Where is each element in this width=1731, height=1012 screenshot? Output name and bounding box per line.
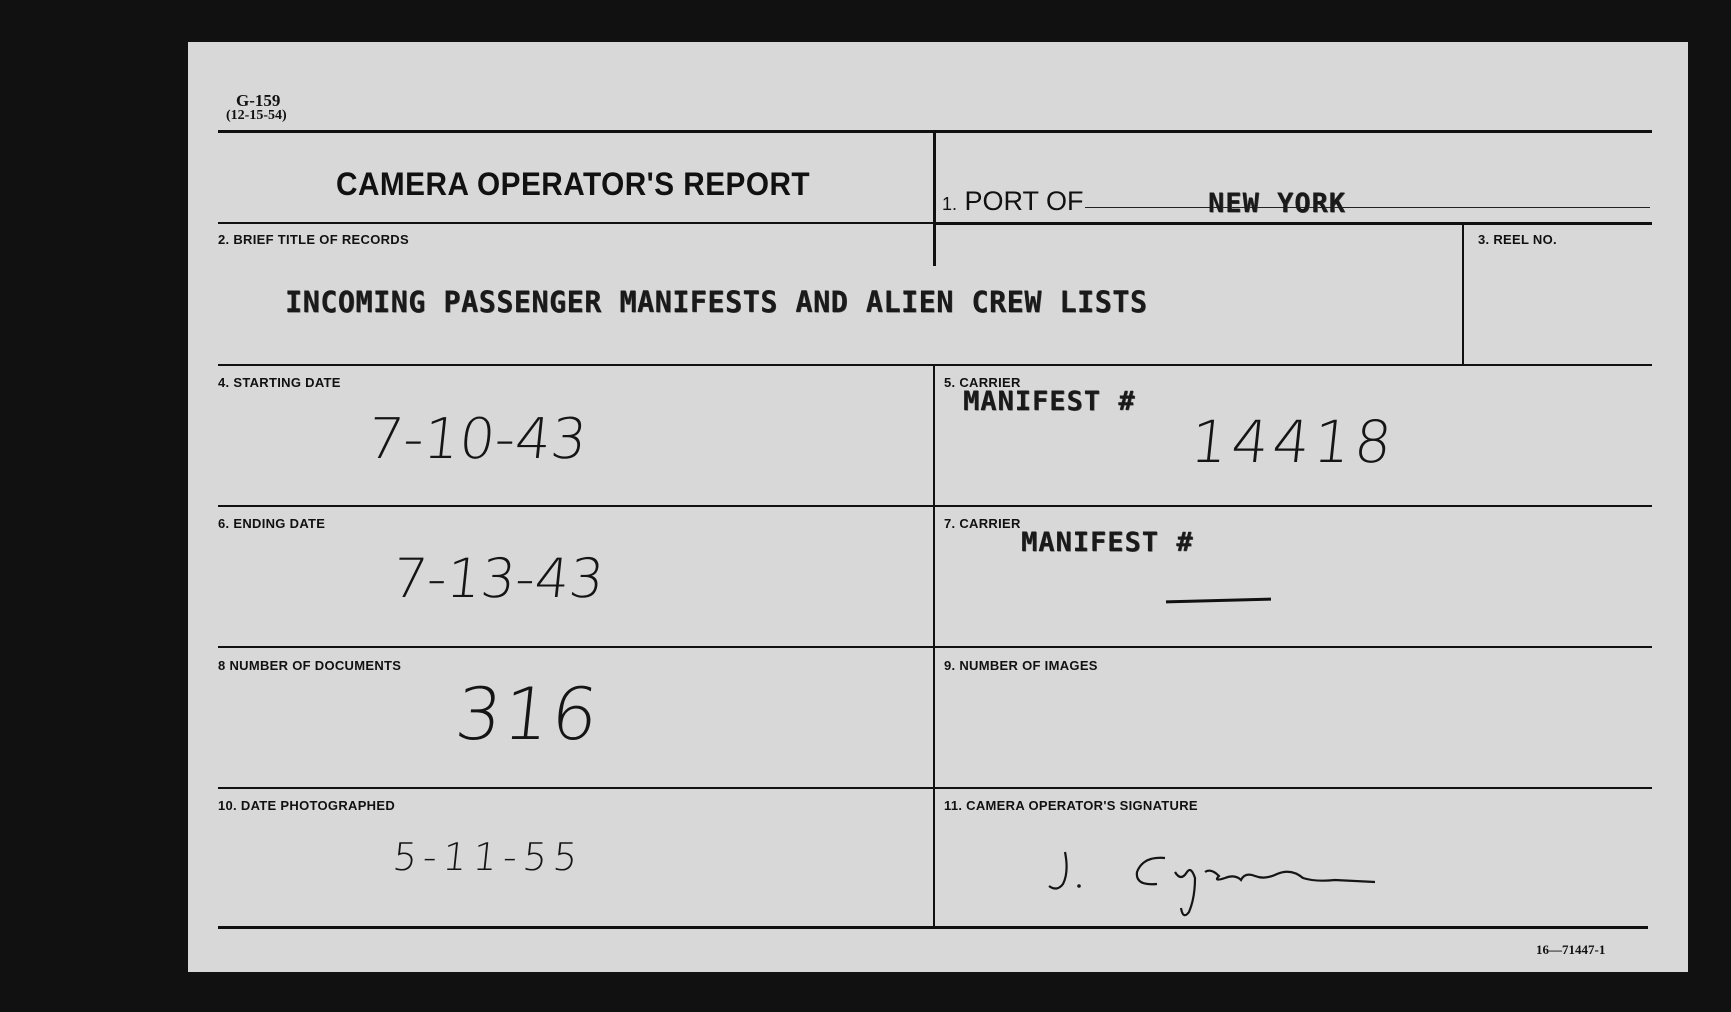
reel-divider	[1462, 224, 1464, 364]
port-bottom-rule	[935, 222, 1652, 225]
port-label-text: PORT OF	[964, 186, 1084, 216]
port-value: NEW YORK	[1208, 188, 1347, 219]
port-fill-line	[1085, 207, 1650, 208]
date-photographed-label: 10. DATE PHOTOGRAPHED	[218, 798, 396, 813]
header-divider	[933, 130, 936, 266]
num-images-label: 9. NUMBER OF IMAGES	[944, 658, 1098, 673]
carrier-end-manifest-label: MANIFEST #	[1021, 527, 1194, 558]
ending-date-value: 7-13-43	[389, 547, 608, 610]
form-reference-number: 16—71447-1	[1536, 942, 1606, 957]
carrier-start-value: 14418	[1187, 408, 1400, 476]
starting-date-label: 4. STARTING DATE	[218, 375, 341, 390]
carrier-end-label: 7. CARRIER	[944, 516, 1021, 531]
num-documents-value: 316	[451, 672, 604, 756]
port-number: 1.	[942, 194, 958, 214]
row3-bottom-rule	[218, 787, 1652, 789]
carrier-end-dash	[1166, 598, 1271, 604]
report-card	[188, 42, 1688, 972]
ending-date-label: 6. ENDING DATE	[218, 516, 326, 531]
carrier-start-label: 5. CARRIER	[944, 375, 1021, 390]
row2-bottom-rule	[218, 646, 1652, 648]
reel-no-label: 3. REEL NO.	[1478, 232, 1557, 247]
form-number-block	[226, 91, 287, 123]
date-photographed-value: 5-11-55	[390, 835, 586, 879]
bottom-rule	[218, 926, 1648, 929]
report-title: CAMERA OPERATOR'S REPORT	[336, 166, 811, 202]
header-bottom-rule	[218, 222, 934, 224]
form-code: G-159	[236, 91, 281, 110]
num-documents-label: 8 NUMBER OF DOCUMENTS	[218, 658, 402, 673]
carrier-start-manifest-label: MANIFEST #	[963, 386, 1136, 417]
signature-label: 11. CAMERA OPERATOR'S SIGNATURE	[944, 798, 1198, 813]
records-title-value: INCOMING PASSENGER MANIFESTS AND ALIEN CREW LISTS	[285, 285, 1148, 319]
operator-signature	[1045, 842, 1425, 922]
row1-bottom-rule	[218, 505, 1652, 507]
records-title-label: 2. BRIEF TITLE OF RECORDS	[218, 232, 409, 247]
starting-date-value: 7-10-43	[364, 407, 590, 472]
port-label	[942, 186, 1084, 217]
form-revision: (12-15-54)	[226, 108, 287, 123]
records-bottom-rule	[218, 364, 1652, 366]
